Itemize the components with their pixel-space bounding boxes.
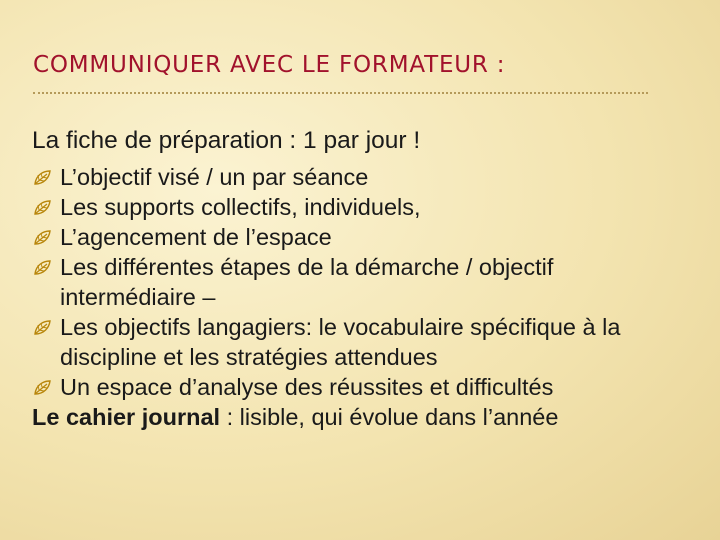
bullet-text: Les supports collectifs, individuels,: [60, 194, 421, 220]
list-item: [32, 222, 692, 252]
title-divider: [33, 92, 648, 94]
footer-line: [32, 402, 692, 432]
bullet-text: Les objectifs langagiers: le vocabulaire spécifique à la discipline et les stratégies attendues: [60, 314, 621, 370]
leaf-icon: [32, 199, 52, 217]
list-item: [32, 252, 692, 312]
list-item: [32, 192, 692, 222]
footer-text: : lisible, qui évolue dans l’année: [220, 404, 559, 430]
leaf-icon: [32, 229, 52, 247]
bullet-text: Un espace d’analyse des réussites et difficultés: [60, 374, 554, 400]
leaf-icon: [32, 379, 52, 397]
footer-bold: Le cahier journal: [32, 404, 221, 430]
bullet-text: Les différentes étapes de la démarche / objectif intermédiaire –: [60, 254, 554, 310]
slide-title: COMMUNIQUER AVEC LE FORMATEUR :: [33, 52, 506, 78]
bullet-list: [32, 162, 692, 402]
bullet-text: L’objectif visé / un par séance: [60, 164, 369, 190]
list-item: [32, 372, 692, 402]
leaf-icon: [32, 319, 52, 337]
slide-body: [32, 126, 692, 432]
bullet-text: L’agencement de l’espace: [60, 224, 332, 250]
list-item: [32, 312, 692, 372]
subheading: La fiche de préparation : 1 par jour !: [32, 127, 421, 154]
leaf-icon: [32, 169, 52, 187]
list-item: [32, 162, 692, 192]
leaf-icon: [32, 259, 52, 277]
